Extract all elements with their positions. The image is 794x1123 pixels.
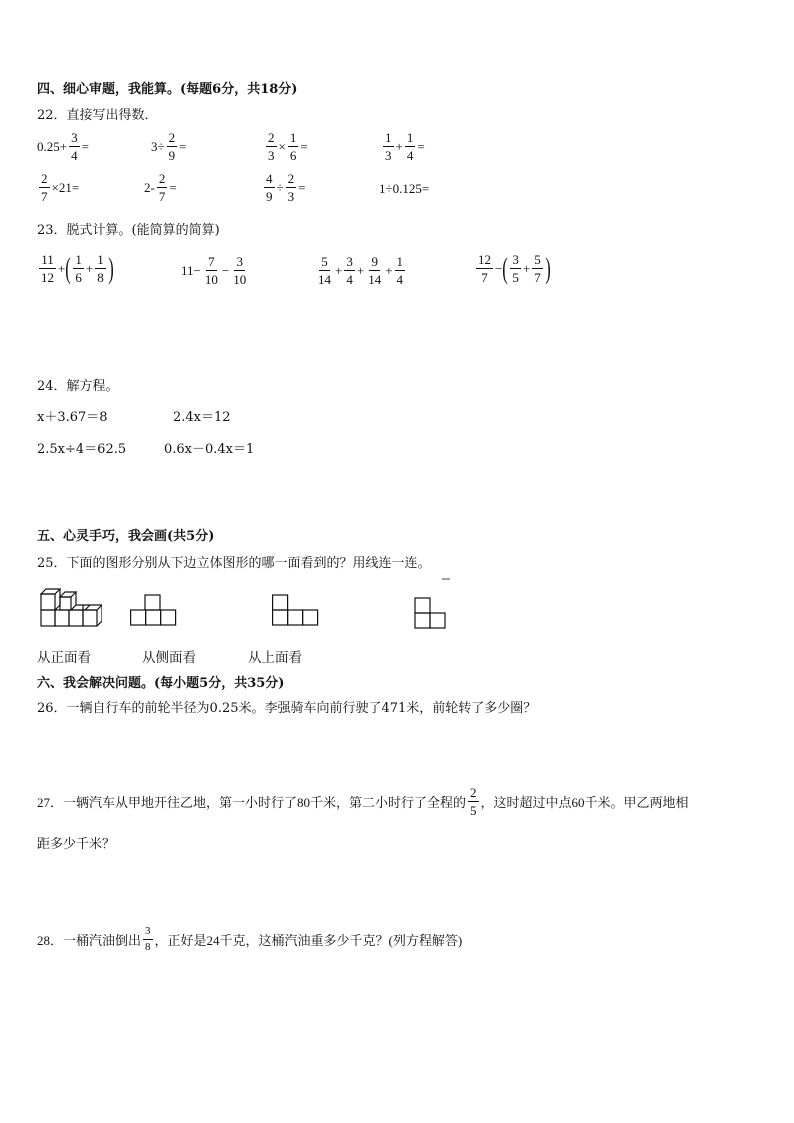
denominator: 14 xyxy=(318,272,331,287)
q22-a-fraction xyxy=(69,131,80,162)
q22-item-f xyxy=(144,172,177,203)
q27-text-1: 27．一辆汽车从甲地开往乙地，第一小时行了80千米，第二小时行了全程的 xyxy=(37,795,467,810)
q22-item-h xyxy=(379,181,429,197)
q23-expression-3 xyxy=(314,255,407,286)
q24-equation-4: 0.6x－0.4x＝1 xyxy=(164,442,255,457)
operator: + xyxy=(385,262,393,278)
numerator: 1 xyxy=(289,130,297,145)
denominator: 4 xyxy=(346,272,353,287)
q23-expression-2 xyxy=(181,255,250,286)
numerator: 12 xyxy=(478,252,491,267)
denominator: 8 xyxy=(145,941,151,953)
denominator: 4 xyxy=(396,272,404,287)
q27-fraction xyxy=(468,786,479,817)
numerator: 7 xyxy=(208,254,215,269)
denominator: 14 xyxy=(368,272,382,287)
fraction xyxy=(395,255,406,286)
q22-e-suffix: ×21= xyxy=(51,179,80,195)
operator: + xyxy=(85,260,94,276)
numerator: 1 xyxy=(75,252,82,267)
operator: ÷ xyxy=(276,179,284,195)
q22-a-prefix: 0.25+ xyxy=(37,138,68,154)
fraction xyxy=(95,253,106,284)
numerator: 5 xyxy=(534,252,541,267)
fraction xyxy=(73,253,84,284)
operator: × xyxy=(278,138,286,154)
q22-d-suffix: = xyxy=(417,138,425,154)
question-26: 26．一辆自行车的前轮半径为0.25米。李强骑车向前行驶了471米，前轮转了多少圈？ xyxy=(37,701,537,716)
q23-expression-1 xyxy=(37,253,114,284)
fraction xyxy=(510,253,521,284)
fraction xyxy=(532,253,543,284)
q24-equation-1: x＋3.67＝8 xyxy=(37,410,108,425)
q22-h-text: 1÷0.125= xyxy=(379,181,430,196)
denominator: 5 xyxy=(512,270,519,285)
stacked-cubes-figure xyxy=(40,586,102,628)
question-25-title: 25．下面的图形分别从下边立体图形的哪一面看到的？用线连一连。 xyxy=(37,556,431,571)
section-6-title: 六、我会解决问题。(每小题5分，共35分) xyxy=(37,676,285,691)
denominator: 9 xyxy=(168,148,176,163)
operator: − xyxy=(221,262,230,278)
q22-f-prefix: 2- xyxy=(144,179,155,195)
q22-item-g xyxy=(262,172,305,203)
question-27-line-1 xyxy=(37,786,689,817)
view-figure-2 xyxy=(272,592,320,628)
question-23-title: 23．脱式计算。(能简算的简算) xyxy=(37,223,220,238)
fraction xyxy=(203,255,220,286)
operator: − xyxy=(495,260,503,276)
denominator: 7 xyxy=(41,189,48,204)
denominator: 3 xyxy=(287,189,295,204)
denominator: 4 xyxy=(71,148,78,163)
numerator: 3 xyxy=(143,926,153,940)
numerator: 2 xyxy=(470,785,477,800)
denominator: 7 xyxy=(481,270,488,285)
numerator: 1 xyxy=(385,130,392,145)
q22-c-fraction-1 xyxy=(266,131,277,162)
fraction xyxy=(344,255,355,286)
q22-a-suffix: = xyxy=(81,138,89,154)
numerator: 5 xyxy=(321,254,328,269)
left-paren: ( xyxy=(65,251,72,285)
section-5-title: 五、心灵手巧，我会画(共5分) xyxy=(37,529,215,544)
numerator: 2 xyxy=(287,171,295,186)
prefix: 11− xyxy=(181,262,201,278)
question-24-title: 24．解方程。 xyxy=(37,379,119,394)
q24-equation-2: 2.4x＝12 xyxy=(173,410,231,425)
view-figure-1 xyxy=(130,592,178,628)
q22-item-d xyxy=(381,131,425,162)
view-label-side: 从侧面看 xyxy=(142,650,196,666)
q22-g-fraction-1 xyxy=(264,172,275,203)
question-22-title: 22．直接写出得数． xyxy=(37,108,158,123)
right-paren: ) xyxy=(544,251,551,285)
numerator: 1 xyxy=(396,254,404,269)
numerator: 3 xyxy=(512,252,519,267)
denominator: 10 xyxy=(233,272,247,287)
denominator: 3 xyxy=(385,148,392,163)
numerator: 3 xyxy=(71,130,78,145)
view-label-top: 从上面看 xyxy=(248,650,302,666)
q22-item-b xyxy=(151,131,186,162)
operator: + xyxy=(58,260,66,276)
q22-e-fraction xyxy=(39,172,50,203)
numerator: 9 xyxy=(371,254,378,269)
q22-b-fraction xyxy=(167,131,178,162)
q22-d-fraction-1 xyxy=(383,131,394,162)
numerator: 3 xyxy=(346,254,353,269)
q22-item-a xyxy=(37,131,89,162)
denominator: 7 xyxy=(158,189,166,204)
q22-f-suffix: = xyxy=(169,179,177,195)
denominator: 4 xyxy=(406,148,414,163)
q28-text-2: ，正好是24千克，这桶汽油重多少千克？(列方程解答) xyxy=(154,933,463,948)
q22-c-fraction-2 xyxy=(288,131,299,162)
numerator: 11 xyxy=(41,252,54,267)
numerator: 4 xyxy=(266,171,273,186)
q22-d-fraction-2 xyxy=(405,131,416,162)
operator: + xyxy=(522,260,531,276)
section-4-title: 四、细心审题，我能算。(每题6分，共18分) xyxy=(37,82,298,97)
q22-b-suffix: = xyxy=(179,138,187,154)
numerator: 2 xyxy=(158,171,166,186)
q28-text-1: 28．一桶汽油倒出 xyxy=(37,933,142,948)
numerator: 1 xyxy=(97,252,104,267)
fraction xyxy=(366,255,383,286)
fraction xyxy=(316,255,333,286)
denominator: 6 xyxy=(75,270,82,285)
q22-f-fraction xyxy=(157,172,168,203)
question-27-line-2: 距多少千米？ xyxy=(37,837,116,852)
denominator: 10 xyxy=(204,272,218,287)
numerator: 2 xyxy=(168,130,176,145)
denominator: 8 xyxy=(97,270,104,285)
fraction xyxy=(231,255,248,286)
q22-item-e xyxy=(37,172,79,203)
operator: + xyxy=(356,262,365,278)
fraction xyxy=(39,253,56,284)
numerator: 1 xyxy=(406,130,414,145)
fraction xyxy=(476,253,493,284)
q28-fraction xyxy=(143,926,153,953)
operator: + xyxy=(335,262,343,278)
q22-b-prefix: 3÷ xyxy=(151,138,165,154)
numerator: 2 xyxy=(41,171,48,186)
question-28 xyxy=(37,926,462,953)
q27-text-2: ，这时超过中点60千米。甲乙两地相 xyxy=(480,795,689,810)
left-paren: ( xyxy=(502,251,509,285)
view-figure-3 xyxy=(414,576,450,630)
denominator: 9 xyxy=(266,189,273,204)
denominator: 5 xyxy=(470,803,477,818)
q22-item-c xyxy=(264,131,308,162)
q22-c-suffix: = xyxy=(300,138,308,154)
numerator: 2 xyxy=(268,130,275,145)
right-paren: ) xyxy=(107,251,114,285)
view-label-front: 从正面看 xyxy=(37,650,91,666)
q23-expression-4 xyxy=(474,253,551,284)
denominator: 3 xyxy=(268,148,275,163)
q24-equation-3: 2.5x÷4＝62.5 xyxy=(37,442,127,457)
denominator: 6 xyxy=(289,148,297,163)
denominator: 7 xyxy=(534,270,541,285)
numerator: 3 xyxy=(236,254,243,269)
denominator: 12 xyxy=(41,270,54,285)
q22-g-fraction-2 xyxy=(286,172,297,203)
q22-g-suffix: = xyxy=(298,179,306,195)
operator: + xyxy=(395,138,403,154)
